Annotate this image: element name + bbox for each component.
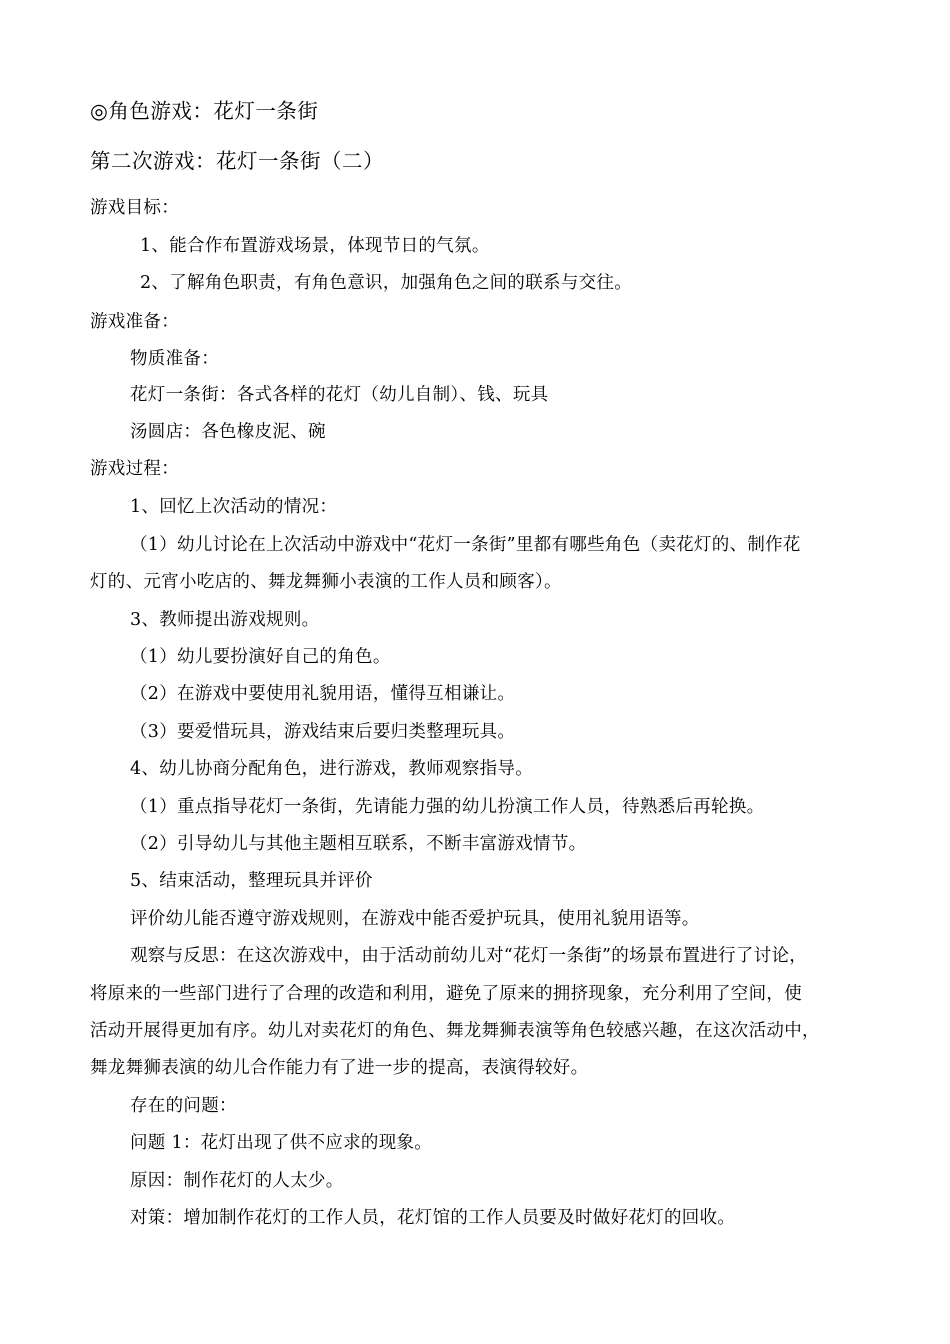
- document-title: ◎角色游戏：花灯一条街: [90, 99, 319, 123]
- reflection-paragraph-continued: 舞龙舞狮表演的幼儿合作能力有了进一步的提高，表演得较好。: [90, 1058, 589, 1078]
- guide-item: （2）引导幼儿与其他主题相互联系，不断丰富游戏情节。: [130, 834, 587, 854]
- prep-heading: 游戏准备：: [90, 312, 179, 332]
- reflection-paragraph-continued: 活动开展得更加有序。幼儿对卖花灯的角色、舞龙舞狮表演等角色较感兴趣，在这次活动中，: [90, 1021, 820, 1041]
- process-step: 4、幼儿协商分配角色，进行游戏，教师观察指导。: [130, 759, 534, 779]
- material-item: 汤圆店：各色橡皮泥、碗: [130, 422, 326, 442]
- process-step: 5、结束活动，整理玩具并评价: [130, 871, 373, 891]
- material-item: 花灯一条街：各式各样的花灯（幼儿自制）、钱、玩具: [130, 385, 549, 405]
- goal-item: 1、能合作布置游戏场景，体现节日的气氛。: [140, 236, 490, 256]
- game-subtitle: 第二次游戏：花灯一条街（二）: [90, 149, 384, 173]
- rule-item: （2）在游戏中要使用礼貌用语，懂得互相谦让。: [130, 684, 516, 704]
- guide-item: （1）重点指导花灯一条街，先请能力强的幼儿扮演工作人员，待熟悉后再轮换。: [130, 797, 765, 817]
- material-heading: 物质准备：: [130, 349, 219, 369]
- cause-item: 原因：制作花灯的人太少。: [130, 1171, 344, 1191]
- rule-item: （1）幼儿要扮演好自己的角色。: [130, 647, 391, 667]
- process-substep: （1）幼儿讨论在上次活动中游戏中“花灯一条街”里都有哪些角色（卖花灯的、制作花: [130, 535, 801, 555]
- issues-heading: 存在的问题：: [130, 1096, 237, 1116]
- process-substep-continued: 灯的、元宵小吃店的、舞龙舞狮小表演的工作人员和顾客）。: [90, 572, 562, 592]
- reflection-paragraph: 观察与反思：在这次游戏中，由于活动前幼儿对“花灯一条街”的场景布置进行了讨论，: [130, 946, 808, 966]
- goal-item: 2、了解角色职责，有角色意识，加强角色之间的联系与交往。: [140, 273, 633, 293]
- issue-item: 问题 1：花灯出现了供不应求的现象。: [130, 1133, 433, 1153]
- rule-item: （3）要爱惜玩具，游戏结束后要归类整理玩具。: [130, 722, 516, 742]
- solution-item: 对策：增加制作花灯的工作人员，花灯馆的工作人员要及时做好花灯的回收。: [130, 1208, 736, 1228]
- goals-heading: 游戏目标：: [90, 198, 179, 218]
- evaluation-text: 评价幼儿能否遵守游戏规则，在游戏中能否爱护玩具，使用礼貌用语等。: [130, 909, 700, 929]
- reflection-paragraph-continued: 将原来的一些部门进行了合理的改造和利用，避免了原来的拥挤现象，充分利用了空间，使: [90, 984, 802, 1004]
- process-step: 1、回忆上次活动的情况：: [130, 497, 338, 517]
- process-step: 3、教师提出游戏规则。: [130, 610, 320, 630]
- process-heading: 游戏过程：: [90, 459, 179, 479]
